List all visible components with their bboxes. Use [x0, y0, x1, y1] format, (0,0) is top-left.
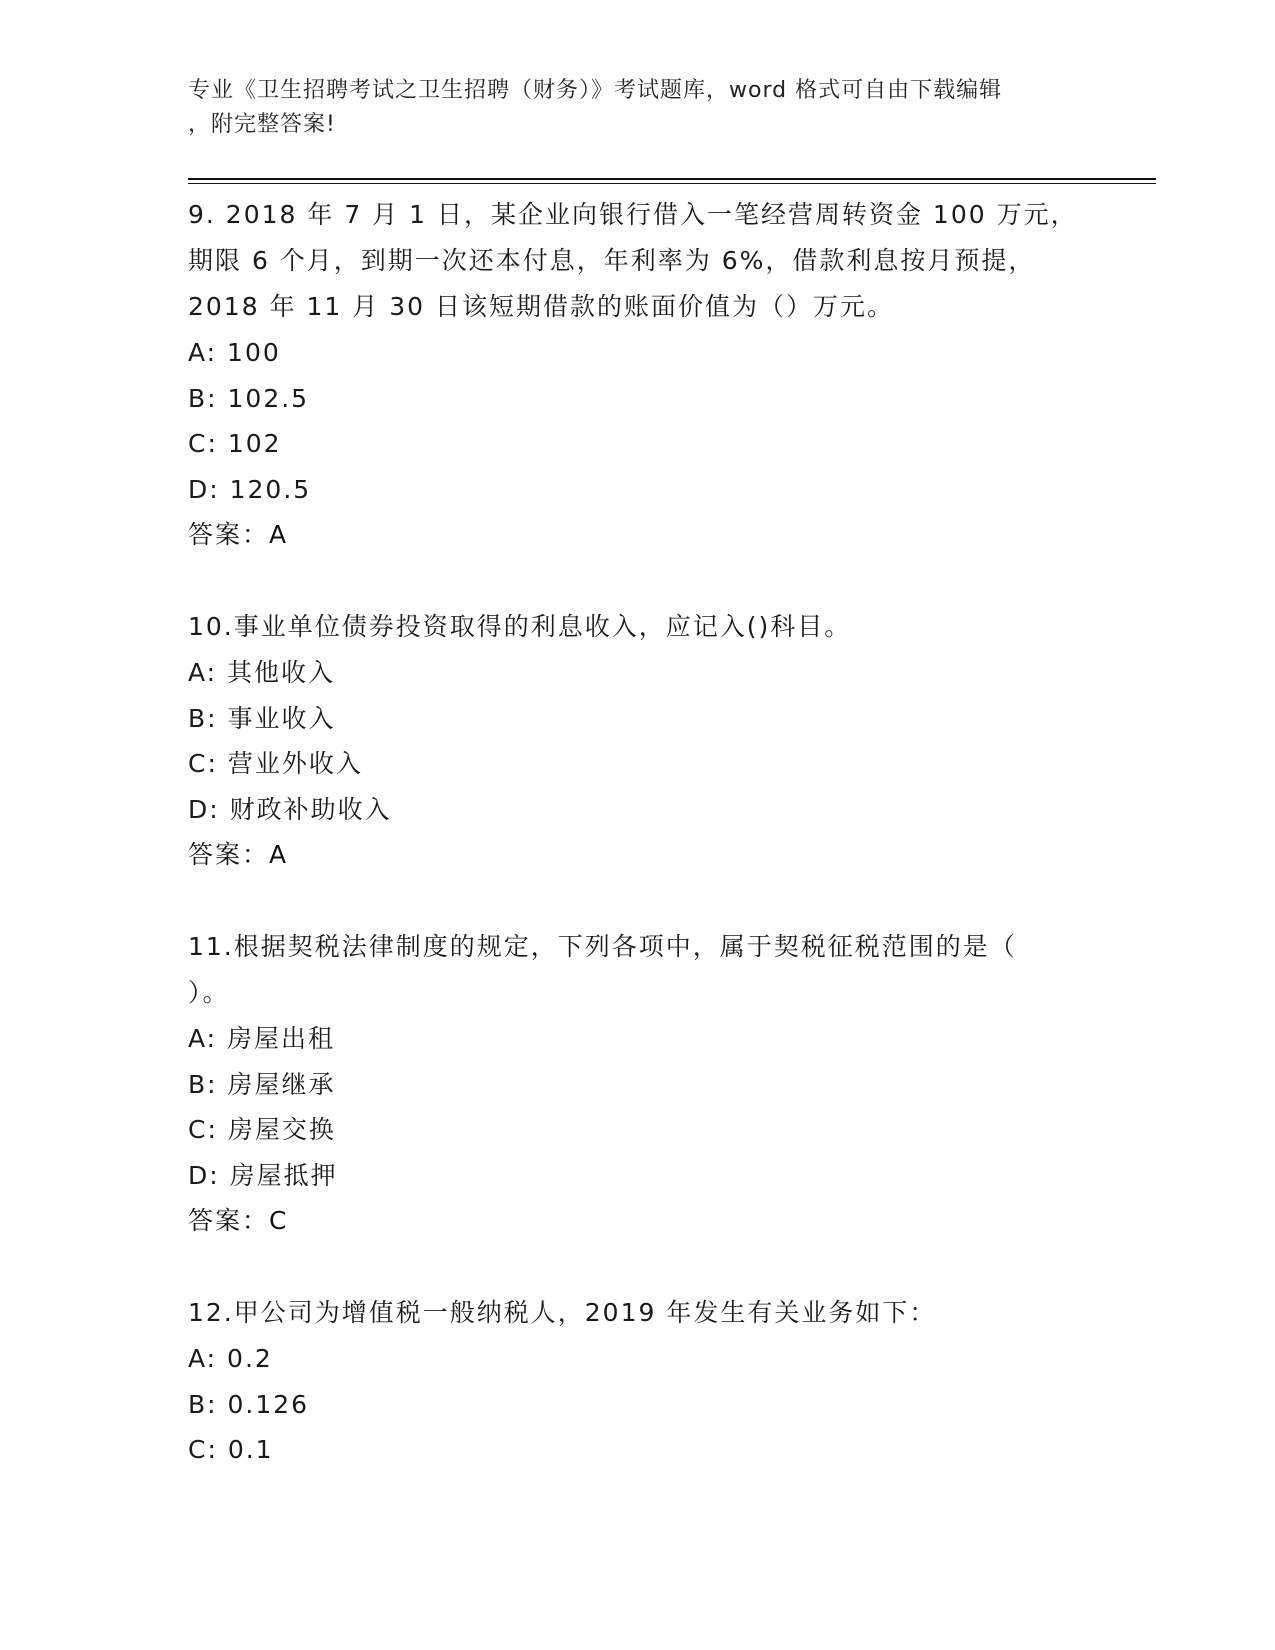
option-a: A: 0.2 — [188, 1344, 273, 1373]
header-line-2: ，附完整答案! — [188, 112, 336, 137]
question-block — [188, 604, 1118, 878]
answer-line: 答案：A — [188, 520, 289, 549]
question-block — [188, 1290, 1118, 1473]
option-b: B: 事业收入 — [188, 703, 336, 733]
question-text-line: 10.事业单位债券投资取得的利息收入，应记入()科目。 — [188, 612, 852, 641]
question-text-line: 11.根据契税法律制度的规定，下列各项中，属于契税征税范围的是（ — [188, 932, 1017, 961]
header-divider-thick — [188, 178, 1156, 180]
question-text-line: 9. 2018 年 7 月 1 日，某企业向银行借入一笔经营周转资金 100 万元， — [188, 200, 1078, 229]
answer-line: 答案：A — [188, 840, 289, 869]
option-b: B: 房屋继承 — [188, 1069, 336, 1099]
question-block — [188, 192, 1118, 558]
option-d: D: 财政补助收入 — [188, 794, 392, 824]
document-header — [188, 74, 1088, 142]
question-text-line: 期限 6 个月，到期一次还本付息，年利率为 6%，借款利息按月预提， — [188, 246, 1036, 275]
option-b: B: 102.5 — [188, 383, 310, 413]
question-text-line: 2018 年 11 月 30 日该短期借款的账面价值为（）万元。 — [188, 292, 894, 321]
answer-line: 答案：C — [188, 1206, 289, 1235]
question-spacer — [188, 1244, 1118, 1290]
option-d: D: 房屋抵押 — [188, 1160, 338, 1190]
question-spacer — [188, 878, 1118, 924]
question-text-line: ）。 — [188, 978, 230, 1007]
option-c: C: 0.1 — [188, 1435, 274, 1464]
option-a: A: 100 — [188, 338, 281, 367]
option-b: B: 0.126 — [188, 1389, 310, 1419]
question-list — [188, 192, 1118, 1473]
option-c: C: 房屋交换 — [188, 1115, 336, 1144]
option-c: C: 102 — [188, 429, 282, 458]
question-block — [188, 924, 1118, 1244]
option-c: C: 营业外收入 — [188, 749, 363, 778]
option-a: A: 其他收入 — [188, 658, 336, 687]
header-line-1: 专业《卫生招聘考试之卫生招聘（财务）》考试题库，word 格式可自由下载编辑 — [188, 78, 1003, 103]
question-spacer — [188, 558, 1118, 604]
option-d: D: 120.5 — [188, 474, 312, 504]
option-a: A: 房屋出租 — [188, 1024, 336, 1053]
header-divider-thin — [188, 183, 1156, 184]
question-text-line: 12.甲公司为增值税一般纳税人，2019 年发生有关业务如下： — [188, 1298, 937, 1327]
